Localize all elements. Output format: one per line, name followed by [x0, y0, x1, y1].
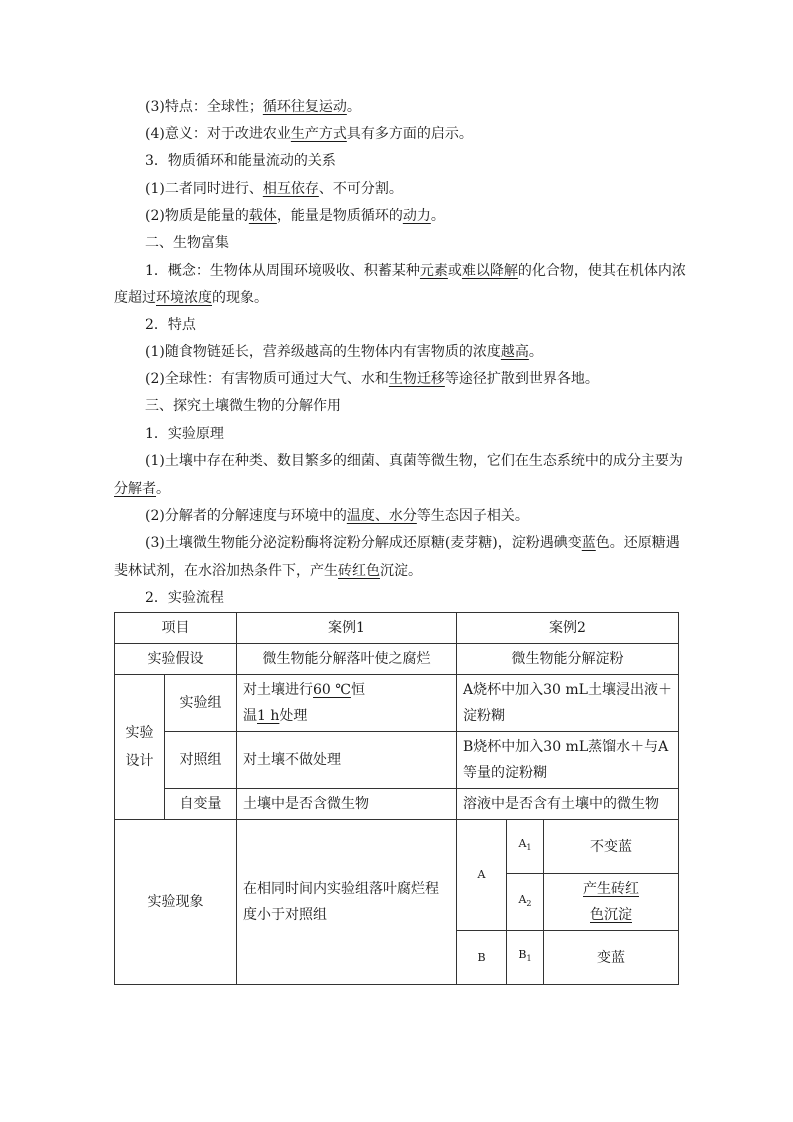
hypothesis-label: 实验假设 [115, 644, 237, 675]
experiment-group-case2: A烧杯中加入30 mL土壤浸出液＋淀粉糊 [457, 675, 679, 732]
header-case2: 案例2 [457, 613, 679, 644]
table-row [115, 789, 679, 820]
hypothesis-case2: 微生物能分解淀粉 [457, 644, 679, 675]
section-heading: 1．实验原理 [145, 426, 224, 442]
header-item: 项目 [115, 613, 237, 644]
paragraph-line: (1)二者同时进行、相互依存、不可分割。 [145, 181, 403, 197]
table-row [115, 644, 679, 675]
paragraph-line: (2)全球性：有害物质可通过大气、水和生物迁移等途径扩散到世界各地。 [145, 371, 599, 387]
control-group-case1: 对土壤不做处理 [237, 732, 457, 789]
variable-case1: 土壤中是否含微生物 [237, 789, 457, 820]
paragraph-line: (2)分解者的分解速度与环境中的温度、水分等生态因子相关。 [145, 508, 529, 524]
experiment-table [114, 612, 679, 985]
variable-case2: 溶液中是否含有土壤中的微生物 [457, 789, 679, 820]
paragraph-line: (1)土壤中存在种类、数目繁多的细菌、真菌等微生物，它们在生态系统中的成分主要为 [145, 453, 683, 469]
control-group-label: 对照组 [165, 732, 237, 789]
paragraph-line: (3)土壤微生物能分泌淀粉酶将淀粉分解成还原糖(麦芽糖)，淀粉遇碘变蓝色。还原糖遇 [145, 535, 680, 551]
variable-label: 自变量 [165, 789, 237, 820]
section-heading: 3．物质循环和能量流动的关系 [145, 153, 336, 169]
a1-result: 不变蓝 [544, 820, 679, 874]
b1-label: $B_1$ [507, 931, 544, 985]
hypothesis-case1: 微生物能分解落叶使之腐烂 [237, 644, 457, 675]
section-heading: 二、生物富集 [145, 235, 229, 251]
section-heading: 三、探究土壤微生物的分解作用 [145, 398, 341, 414]
control-group-case2: B烧杯中加入30 mL蒸馏水＋与A等量的淀粉糊 [457, 732, 679, 789]
section-heading: 2．实验流程 [145, 590, 224, 606]
header-case1: 案例1 [237, 613, 457, 644]
observation-label: 实验现象 [115, 820, 237, 985]
a2-result: 产生砖红 色沉淀 [544, 874, 679, 931]
paragraph-line: (1)随食物链延长，营养级越高的生物体内有害物质的浓度越高。 [145, 344, 543, 360]
paragraph-line: 度超过环境浓度的现象。 [114, 290, 268, 306]
table-row [115, 613, 679, 644]
beaker-a-label: A [457, 820, 507, 931]
beaker-b-label: B [457, 931, 507, 985]
observation-case1: 在相同时间内实验组落叶腐烂程度小于对照组 [237, 820, 457, 985]
table-row [115, 820, 679, 874]
b1-result: 变蓝 [544, 931, 679, 985]
a2-label: $A_2$ [507, 874, 544, 931]
paragraph-line: (4)意义：对于改进农业生产方式具有多方面的启示。 [145, 126, 473, 142]
paragraph-line: (2)物质是能量的载体，能量是物质循环的动力。 [145, 208, 445, 224]
experiment-group-case1: 对土壤进行60 ℃恒 温1 h处理 [237, 675, 457, 732]
paragraph-line: (3)特点：全球性；循环往复运动。 [145, 99, 361, 115]
table-row [115, 732, 679, 789]
paragraph-line: 1．概念：生物体从周围环境吸收、积蓄某种元素或难以降解的化合物，使其在机体内浓 [145, 263, 686, 279]
a1-label: $A_1$ [507, 820, 544, 874]
paragraph-line: 分解者。 [114, 481, 170, 497]
design-label: 实验设计 [115, 675, 165, 820]
section-heading: 2．特点 [145, 317, 196, 333]
experiment-group-label: 实验组 [165, 675, 237, 732]
table-row [115, 675, 679, 732]
paragraph-line: 斐林试剂，在水浴加热条件下，产生砖红色沉淀。 [114, 563, 422, 579]
